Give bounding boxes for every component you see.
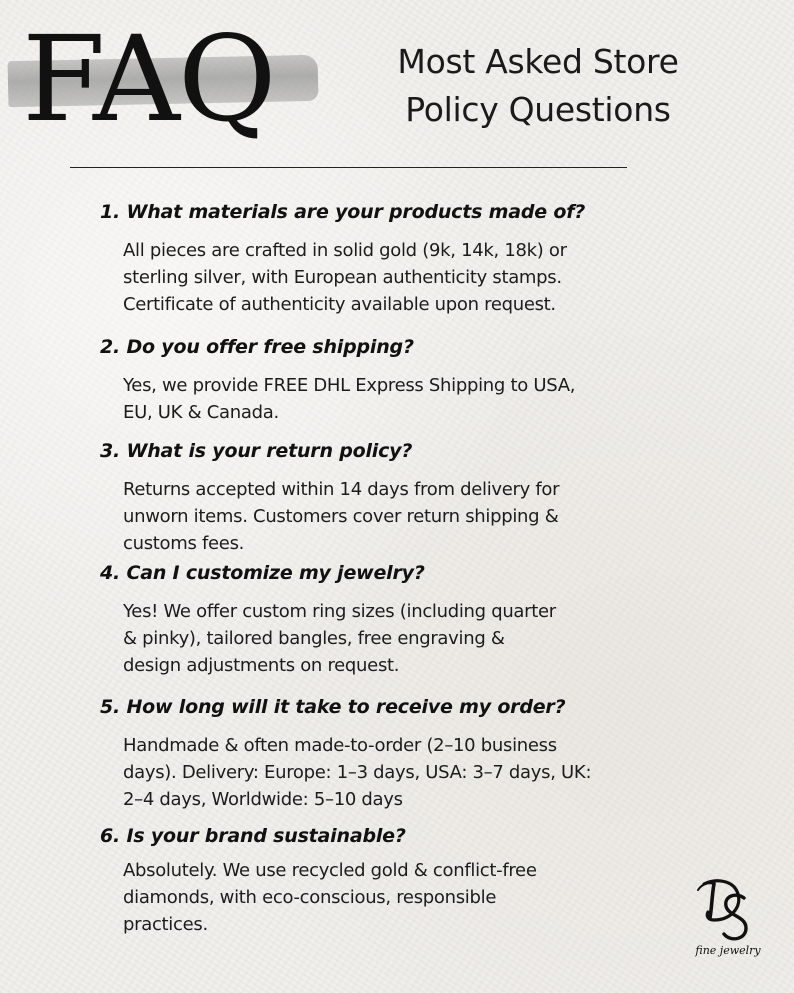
faq-answer-line: Certificate of authenticity available upon request. <box>123 294 556 315</box>
faq-question: 3. What is your return policy? <box>100 440 413 462</box>
faq-question: 1. What materials are your products made of? <box>100 201 586 223</box>
ds-monogram-icon <box>694 876 756 946</box>
faq-answer-line: 2–4 days, Worldwide: 5–10 days <box>123 789 403 810</box>
faq-question: 6. Is your brand sustainable? <box>100 825 406 847</box>
faq-answer <box>123 237 660 318</box>
faq-title: FAQ <box>22 10 275 148</box>
header-divider <box>70 167 627 168</box>
faq-answer-line: Yes, we provide FREE DHL Express Shipping to USA, <box>123 375 576 396</box>
faq-answer-line: days). Delivery: Europe: 1–3 days, USA: 3–7 days, UK: <box>123 762 592 783</box>
faq-answer <box>123 857 660 938</box>
faq-answer <box>123 732 660 813</box>
faq-answer <box>123 372 660 426</box>
logo-caption: fine jewelry <box>695 944 761 957</box>
faq-item-materials <box>100 199 660 318</box>
faq-answer-line: Absolutely. We use recycled gold & conflict-free <box>123 860 537 881</box>
faq-answer-line: customs fees. <box>123 533 245 554</box>
faq-answer-line: EU, UK & Canada. <box>123 402 279 423</box>
faq-question: 2. Do you offer free shipping? <box>100 336 414 358</box>
subtitle-line-1: Most Asked Store <box>397 42 679 81</box>
faq-answer-line: diamonds, with eco-conscious, responsible <box>123 887 497 908</box>
faq-item-sustainability <box>100 823 660 938</box>
subtitle-line-2: Policy Questions <box>405 90 671 129</box>
faq-answer-line: & pinky), tailored bangles, free engraving & <box>123 628 505 649</box>
page-subtitle <box>378 38 698 134</box>
faq-item-delivery-time <box>100 694 660 813</box>
faq-item-shipping <box>100 334 660 426</box>
faq-answer-line: unworn items. Customers cover return shipping & <box>123 506 559 527</box>
faq-answer-line: Handmade & often made-to-order (2–10 business <box>123 735 557 756</box>
faq-answer <box>123 598 660 679</box>
faq-answer-line: Returns accepted within 14 days from delivery for <box>123 479 560 500</box>
faq-answer-line: Yes! We offer custom ring sizes (including quarter <box>123 601 556 622</box>
faq-question: 4. Can I customize my jewelry? <box>100 562 425 584</box>
brand-logo <box>688 876 768 966</box>
faq-question: 5. How long will it take to receive my order? <box>100 696 566 718</box>
faq-answer <box>123 476 660 557</box>
faq-answer-line: practices. <box>123 914 208 935</box>
faq-answer-line: All pieces are crafted in solid gold (9k, 14k, 18k) or <box>123 240 567 261</box>
faq-answer-line: design adjustments on request. <box>123 655 400 676</box>
faq-answer-line: sterling silver, with European authenticity stamps. <box>123 267 562 288</box>
faq-item-customization <box>100 560 660 679</box>
faq-item-returns <box>100 438 660 557</box>
